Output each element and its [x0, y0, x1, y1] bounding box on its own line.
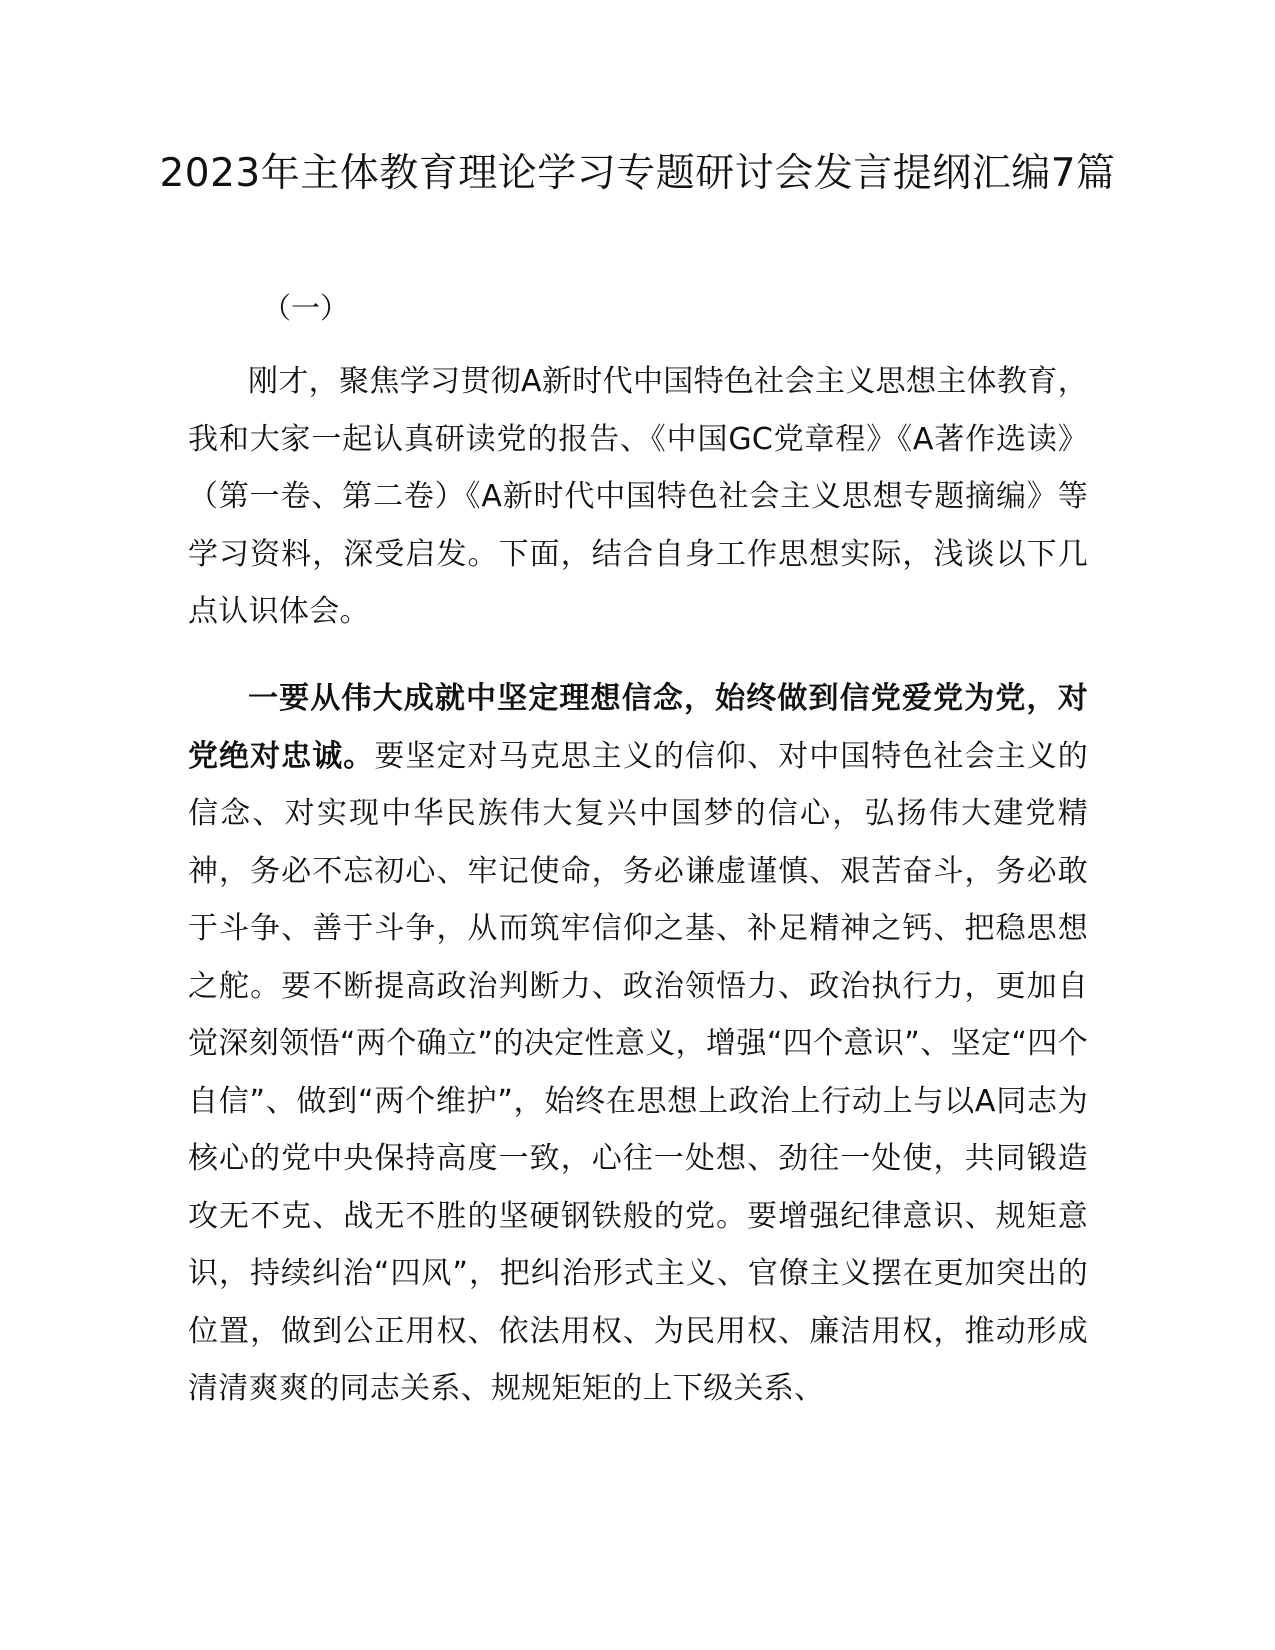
paragraph-intro: 刚才，聚焦学习贯彻A新时代中国特色社会主义思想主体教育，我和大家一起认真研读党的报告、《中国GC党章程》《A著作选读》（第一卷、第二卷）《A新时代中国特色社会主义思想专题摘编》等学习资料，深受启发。下面，结合自身工作思想实际，浅谈以下几点认识体会。 [188, 364, 1088, 629]
section-label: （一） [262, 291, 350, 325]
paragraph-point-one [188, 670, 1088, 1418]
paragraph-point-one-body: 要坚定对马克思主义的信仰、对中国特色社会主义的信念、对实现中华民族伟大复兴中国梦的信心，弘扬伟大建党精神，务必不忘初心、牢记使命，务必谦虚谨慎、艰苦奋斗，务必敢于斗争、善于斗争，从而筑牢信仰之基、补足精神之钙、把稳思想之舵。要不断提高政治判断力、政治领悟力、政治执行力，更加自觉深刻领悟“两个确立”的决定性意义，增强“四个意识”、坚定“四个自信”、做到“两个维护”，始终在思想上政治上行动上与以A同志为核心的党中央保持高度一致，心往一处想、劲往一处使，共同锻造攻无不克、战无不胜的坚硬钢铁般的党。要增强纪律意识、规矩意识，持续纠治“四风”，把纠治形式主义、官僚主义摆在更加突出的位置，做到公正用权、依法用权、为民用权、廉洁用权，推动形成清清爽爽的同志关系、规规矩矩的上下级关系、 [188, 738, 1088, 1406]
paragraph-point-one-lead: 一要从伟大成就中坚定理想信念，始终做到信党爱党为党，对党绝对忠诚。 [188, 681, 1088, 774]
document-title: 2023年主体教育理论学习专题研讨会发言提纲汇编7篇 [159, 151, 1116, 196]
